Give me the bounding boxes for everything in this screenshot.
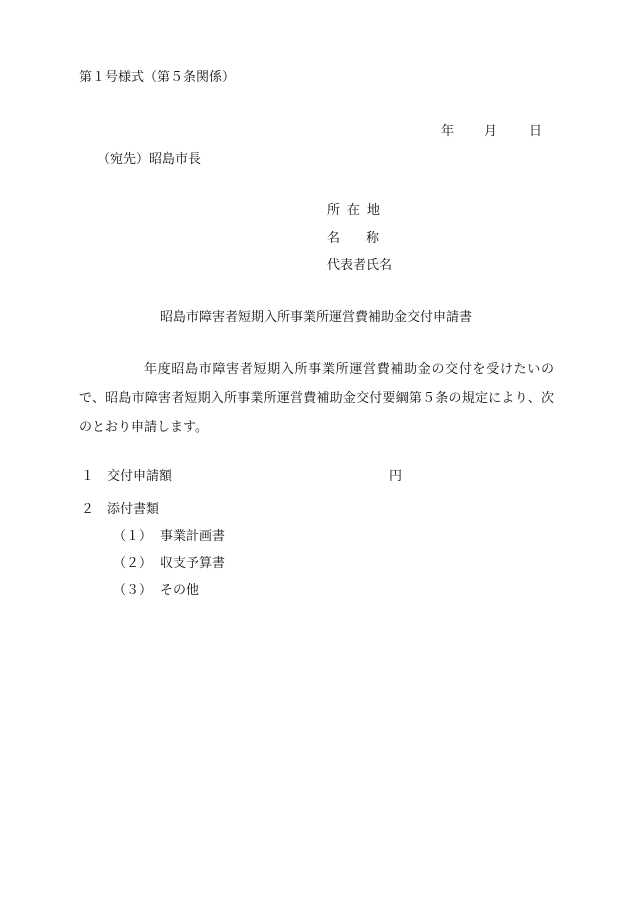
date-month-label: 月 bbox=[484, 124, 498, 139]
applicant-representative-label: 代表者氏名 bbox=[327, 258, 393, 273]
attachment-number: （２） bbox=[113, 556, 153, 571]
addressee: （宛先）昭島市長 bbox=[97, 152, 202, 167]
requested-amount-label: 交付申請額 bbox=[107, 469, 173, 484]
form-number-header: 第１号様式（第５条関係） bbox=[79, 70, 236, 85]
attachment-number: （３） bbox=[113, 583, 153, 598]
item-number: ２ bbox=[81, 502, 95, 517]
applicant-name-label: 名称 bbox=[327, 231, 406, 246]
date-day-label: 日 bbox=[529, 124, 543, 139]
attachment-other: その他 bbox=[160, 583, 200, 598]
attachment-business-plan: 事業計画書 bbox=[160, 529, 226, 544]
item-number: １ bbox=[81, 469, 95, 484]
applicant-address-label: 所在地 bbox=[327, 203, 388, 218]
attachments-label: 添付書類 bbox=[107, 502, 160, 517]
yen-unit: 円 bbox=[389, 469, 403, 484]
date-year-label: 年 bbox=[441, 124, 455, 139]
document-title: 昭島市障害者短期入所事業所運営費補助金交付申請書 bbox=[160, 310, 473, 325]
attachment-budget: 収支予算書 bbox=[160, 556, 226, 571]
attachment-number: （１） bbox=[113, 529, 153, 544]
application-body-text: 年度昭島市障害者短期入所事業所運営費補助金の交付を受けたいので、昭島市障害者短期入所事業所運営費補助金交付要綱第５条の規定により、次のとおり申請します。 bbox=[79, 362, 554, 435]
